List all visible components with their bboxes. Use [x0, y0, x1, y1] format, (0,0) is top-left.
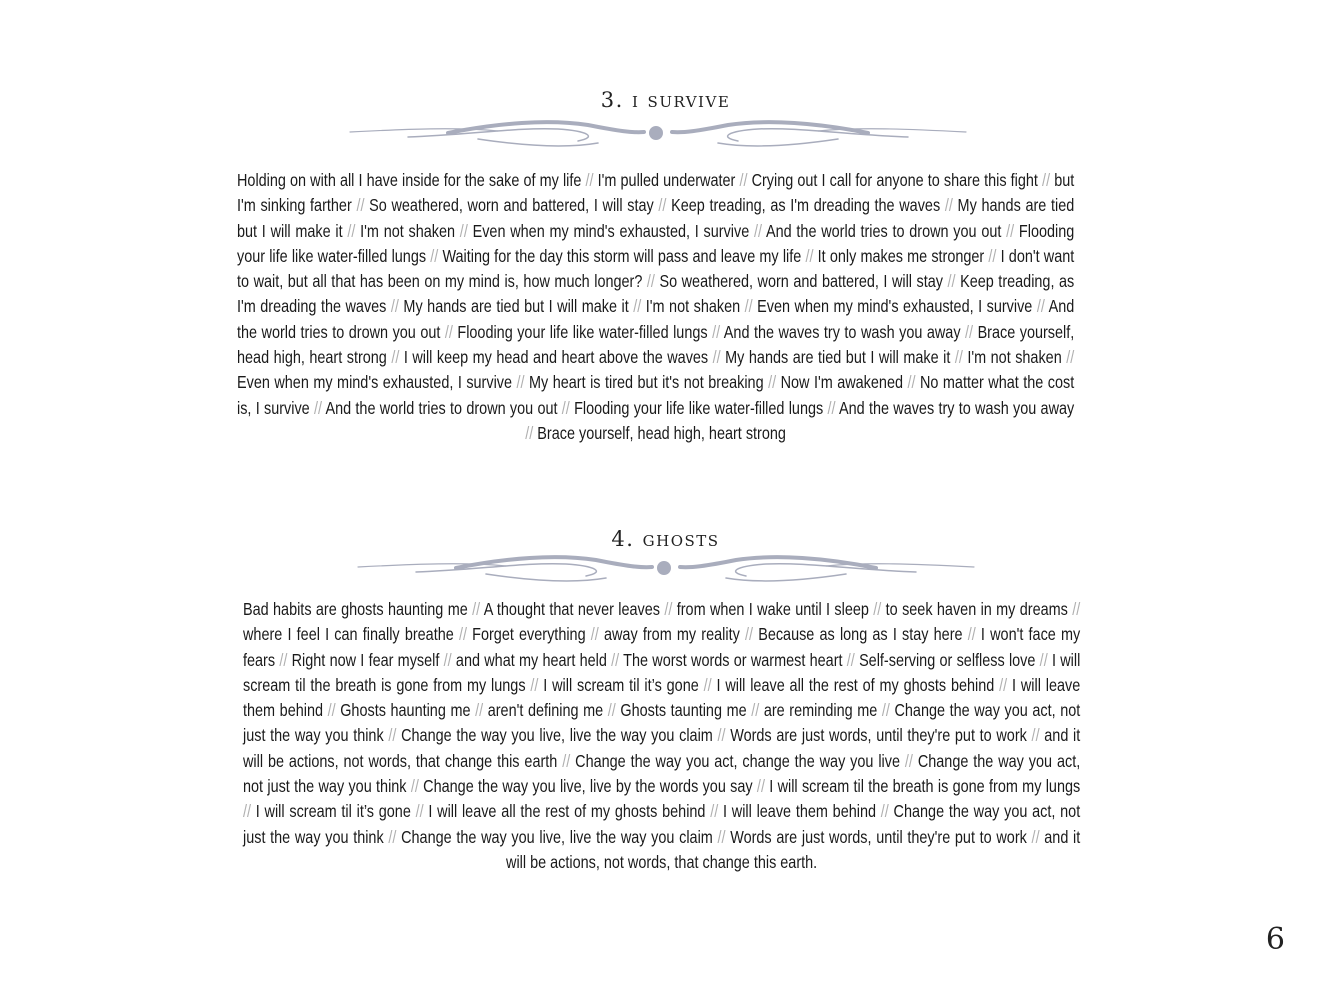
- lyric-line: I will leave them behind: [243, 674, 1081, 721]
- lyric-line: but I'm sinking farther: [237, 170, 1075, 216]
- flourish-ornament-icon: [356, 550, 976, 590]
- lyric-separator: //: [390, 296, 399, 317]
- lyric-line: Change the way you act, not just the way you think: [243, 801, 1081, 847]
- lyric-line: My hands are tied but I will make it: [237, 195, 1075, 241]
- lyric-line: away from my reality: [603, 624, 740, 645]
- lyric-separator: //: [703, 674, 712, 695]
- lyric-line: Forget everything: [472, 624, 586, 645]
- lyric-line: Flooding your life like water-filled lungs: [574, 397, 824, 418]
- lyric-line: I will leave them behind: [723, 801, 877, 822]
- lyric-separator: //: [712, 347, 721, 368]
- lyric-line: I'm pulled underwater: [597, 170, 736, 190]
- lyric-separator: //: [965, 321, 974, 342]
- lyric-separator: //: [739, 170, 748, 190]
- lyric-separator: //: [873, 599, 882, 619]
- lyric-separator: //: [646, 271, 655, 292]
- flourish-ornament-icon: [348, 115, 968, 155]
- lyric-separator: //: [754, 220, 763, 241]
- lyric-separator: //: [459, 220, 468, 241]
- lyric-separator: //: [712, 321, 721, 342]
- page-number: 6: [1265, 922, 1285, 957]
- lyric-separator: //: [472, 599, 481, 619]
- lyric-separator: //: [1066, 347, 1075, 368]
- lyric-separator: //: [967, 624, 976, 645]
- lyric-separator: //: [313, 397, 322, 418]
- lyric-line: A thought that never leaves: [483, 599, 660, 619]
- lyric-separator: //: [658, 195, 667, 216]
- lyric-line: Flooding your life like water-filled lungs: [237, 220, 1075, 266]
- lyric-separator: //: [744, 624, 754, 645]
- lyric-separator: //: [279, 649, 288, 670]
- lyric-line: aren't defining me: [487, 700, 604, 721]
- lyric-separator: //: [607, 700, 616, 721]
- lyric-separator: //: [880, 801, 889, 822]
- lyric-separator: //: [907, 372, 916, 393]
- lyric-separator: //: [988, 245, 997, 266]
- lyric-line: Change the way you live, live the way you claim: [401, 725, 713, 746]
- lyric-separator: //: [954, 347, 963, 368]
- lyric-separator: //: [1031, 826, 1040, 847]
- song-title: 4. ghosts: [611, 527, 720, 551]
- lyric-line: So weathered, worn and battered, I will stay: [369, 195, 654, 216]
- lyric-separator: //: [717, 826, 726, 847]
- lyric-separator: //: [1072, 599, 1081, 619]
- lyric-separator: //: [664, 599, 673, 619]
- lyric-line: are reminding me: [763, 700, 878, 721]
- lyric-separator: //: [415, 801, 424, 822]
- lyric-separator: //: [1039, 649, 1048, 670]
- lyric-line: The worst words or warmest heart: [623, 649, 843, 670]
- lyric-line: I will scream til it’s gone: [255, 801, 411, 822]
- lyric-line: It only makes me stronger: [817, 245, 985, 266]
- lyric-line: And the world tries to drown you out: [325, 397, 558, 418]
- lyric-separator: //: [475, 700, 484, 721]
- lyric-separator: //: [430, 245, 439, 266]
- lyric-separator: //: [756, 776, 765, 797]
- lyric-line: I will keep my head and heart above the waves: [403, 347, 709, 368]
- lyric-separator: //: [904, 750, 913, 771]
- lyric-line: I don't want to wait, but all that has been on my mind is, how much longer?: [237, 245, 1075, 292]
- lyric-line: My hands are tied but I will make it: [725, 347, 951, 368]
- lyric-line: Self-serving or selfless love: [859, 649, 1036, 670]
- lyric-line: I'm not shaken: [360, 220, 456, 241]
- lyric-separator: //: [881, 700, 890, 721]
- lyric-separator: //: [717, 725, 726, 746]
- lyric-line: and it will be actions, not words, that change this earth.: [506, 826, 1081, 872]
- lyric-separator: //: [347, 220, 356, 241]
- lyric-separator: //: [388, 826, 397, 847]
- lyric-line: Words are just words, until they're put to work: [730, 826, 1027, 847]
- lyric-separator: //: [1036, 296, 1045, 317]
- lyric-separator: //: [999, 674, 1008, 695]
- lyric-line: and it will be actions, not words, that change this earth: [243, 725, 1081, 771]
- lyric-line: I'm not shaken: [645, 296, 741, 317]
- lyric-line: My hands are tied but I will make it: [403, 296, 629, 317]
- lyric-separator: //: [947, 271, 956, 292]
- lyric-line: Change the way you live, live by the words you say: [423, 776, 753, 797]
- lyric-line: to seek haven in my dreams: [885, 599, 1068, 619]
- lyric-line: Flooding your life like water-filled lungs: [457, 321, 708, 342]
- lyric-line: Change the way you live, live the way you claim: [401, 826, 713, 847]
- lyric-separator: //: [710, 801, 719, 822]
- lyric-line: No matter what the cost is, I survive: [237, 372, 1075, 418]
- lyric-line: Keep treading, as I'm dreading the waves: [671, 195, 941, 216]
- lyric-separator: //: [562, 750, 571, 771]
- lyric-separator: //: [561, 397, 570, 418]
- lyric-separator: //: [1042, 170, 1051, 190]
- lyric-separator: //: [1006, 220, 1015, 241]
- lyric-separator: //: [410, 776, 419, 797]
- lyric-separator: //: [944, 195, 953, 216]
- lyric-line: Change the way you act, not just the way you think: [243, 750, 1081, 797]
- lyric-separator: //: [444, 321, 453, 342]
- lyric-separator: //: [768, 372, 777, 393]
- lyric-line: Words are just words, until they're put to work: [730, 725, 1027, 746]
- lyric-line: Even when my mind's exhausted, I survive: [757, 296, 1033, 317]
- lyric-line: And the waves try to wash you away: [723, 321, 961, 342]
- lyric-line: And the world tries to drown you out: [237, 296, 1075, 342]
- lyric-separator: //: [1031, 725, 1040, 746]
- lyric-line: So weathered, worn and battered, I will stay: [659, 271, 943, 292]
- lyric-separator: //: [327, 700, 336, 721]
- lyric-line: Now I'm awakened: [780, 372, 903, 393]
- lyric-separator: //: [243, 801, 252, 822]
- lyric-line: Even when my mind's exhausted, I survive: [237, 372, 513, 393]
- lyrics-paragraph: [237, 168, 1074, 446]
- lyric-line: I will leave all the rest of my ghosts behind: [428, 801, 706, 822]
- lyric-separator: //: [391, 347, 400, 368]
- lyric-separator: //: [846, 649, 855, 670]
- lyric-line: I'm not shaken: [967, 347, 1062, 368]
- lyric-line: Keep treading, as I'm dreading the waves: [237, 271, 1075, 317]
- lyric-line: I will scream til the breath is gone from my lungs: [243, 649, 1081, 695]
- lyric-line: I will scream til the breath is gone from my lungs: [769, 776, 1081, 797]
- lyric-line: Bad habits are ghosts haunting me: [243, 599, 468, 619]
- lyric-separator: //: [633, 296, 642, 317]
- lyric-separator: //: [525, 422, 534, 443]
- lyric-separator: //: [530, 674, 539, 695]
- lyric-line: And the world tries to drown you out: [766, 220, 1002, 241]
- lyric-line: Change the way you act, not just the way you think: [243, 700, 1081, 746]
- lyric-separator: //: [585, 170, 594, 190]
- lyric-line: I will leave all the rest of my ghosts behind: [716, 674, 995, 695]
- lyric-line: Crying out I call for anyone to share this fight: [751, 170, 1038, 190]
- lyric-line: I won't face my fears: [243, 624, 1081, 670]
- lyric-line: where I feel I can finally breathe: [243, 624, 454, 645]
- lyric-separator: //: [751, 700, 760, 721]
- lyric-line: And the waves try to wash you away: [838, 397, 1075, 418]
- lyric-separator: //: [827, 397, 836, 418]
- lyric-line: Ghosts taunting me: [620, 700, 747, 721]
- lyric-separator: //: [744, 296, 753, 317]
- lyric-line: Brace yourself, head high, heart strong: [537, 422, 786, 443]
- lyric-line: from when I wake until I sleep: [676, 599, 869, 619]
- lyric-line: Right now I fear myself: [291, 649, 440, 670]
- lyric-separator: //: [356, 195, 365, 216]
- lyric-line: I will scream til it’s gone: [543, 674, 699, 695]
- lyric-line: Because as long as I stay here: [758, 624, 963, 645]
- lyric-separator: //: [458, 624, 467, 645]
- lyric-line: and what my heart held: [455, 649, 607, 670]
- lyric-separator: //: [805, 245, 814, 266]
- lyric-line: Waiting for the day this storm will pass and leave my life: [442, 245, 802, 266]
- lyric-separator: //: [388, 725, 397, 746]
- lyric-separator: //: [443, 649, 452, 670]
- lyric-line: Even when my mind's exhausted, I survive: [472, 220, 750, 241]
- lyric-line: My heart is tired but it's not breaking: [529, 372, 764, 393]
- lyric-line: Brace yourself, head high, heart strong: [237, 321, 1075, 368]
- lyric-separator: //: [590, 624, 599, 645]
- lyric-line: Change the way you act, change the way you live: [575, 750, 900, 771]
- lyric-separator: //: [516, 372, 525, 393]
- lyric-line: Holding on with all I have inside for the sake of my life: [237, 170, 582, 190]
- lyric-separator: //: [611, 649, 620, 670]
- lyric-line: Ghosts haunting me: [340, 700, 471, 721]
- lyrics-paragraph: [243, 597, 1080, 875]
- song-title: 3. i survive: [600, 88, 731, 112]
